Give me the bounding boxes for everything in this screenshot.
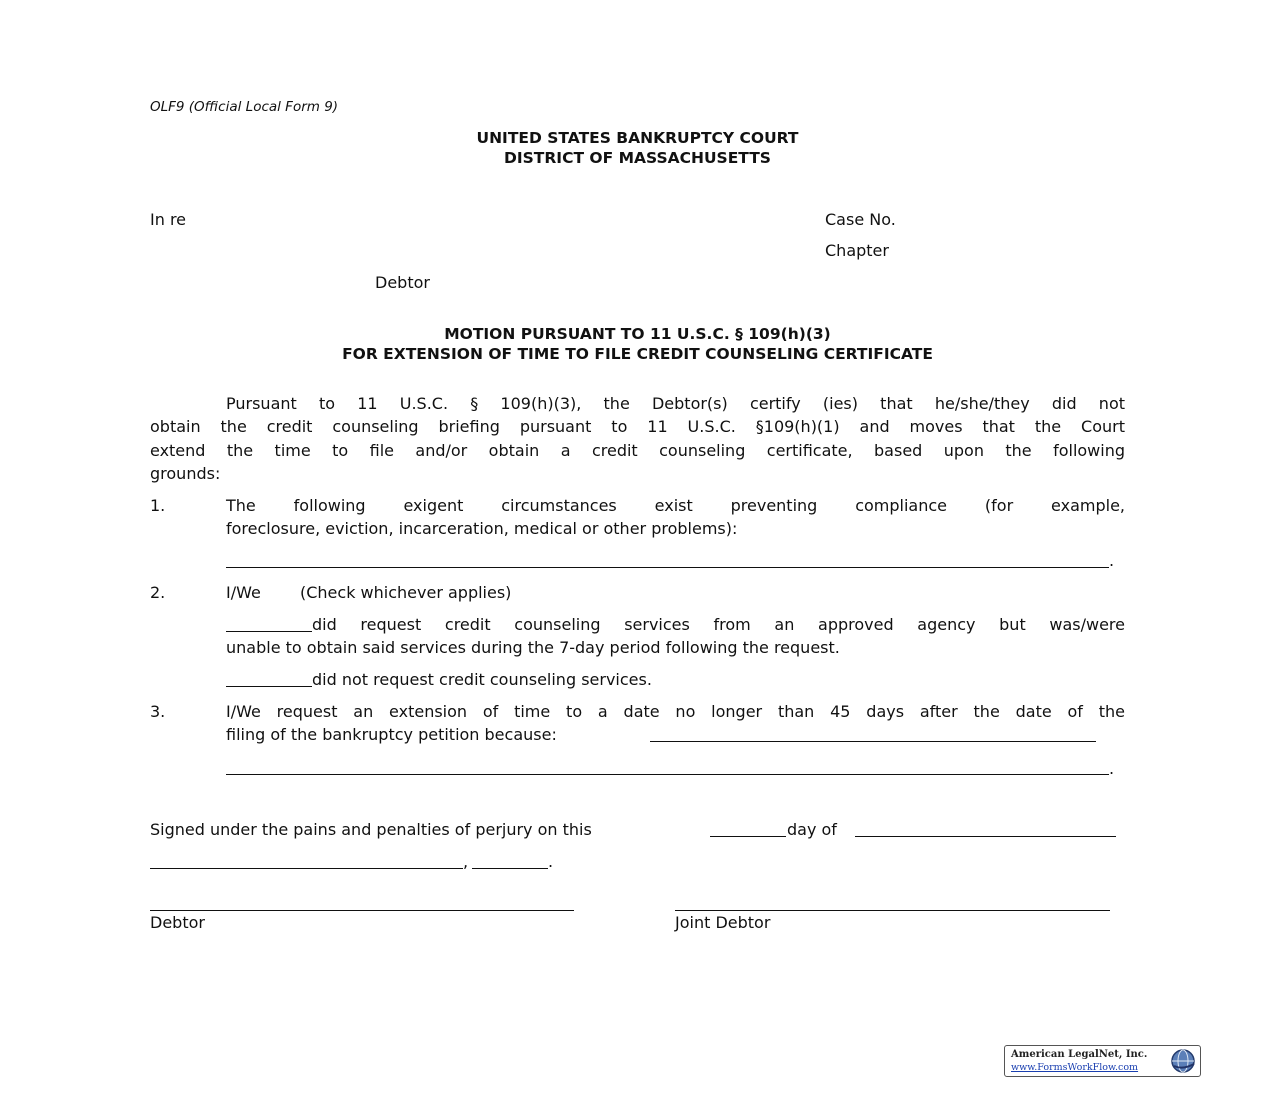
court-name: UNITED STATES BANKRUPTCY COURT <box>476 129 799 147</box>
chapter-label: Chapter <box>825 241 889 260</box>
debtor-signature-label: Debtor <box>150 913 205 932</box>
item-3-line: filing of the bankruptcy petition because: <box>226 725 557 745</box>
intro-line: obtain the credit counseling briefing pursuant to 11 U.S.C. §109(h)(1) and moves that the Court <box>150 417 1125 437</box>
motion-subtitle: FOR EXTENSION OF TIME TO FILE CREDIT COUNSELING CERTIFICATE <box>342 345 933 363</box>
item-2-option-2: did not request credit counseling services. <box>312 670 652 689</box>
intro-line: Pursuant to 11 U.S.C. § 109(h)(3), the Debtor(s) certify (ies) that he/she/they did not <box>226 394 1125 413</box>
in-re-label: In re <box>150 210 187 229</box>
form-identifier: OLF9 (Official Local Form 9) <box>150 99 339 115</box>
option-2-checkbox-line[interactable] <box>226 686 312 687</box>
item-1-number: 1. <box>150 496 166 515</box>
year-field[interactable] <box>472 868 548 869</box>
case-no-label: Case No. <box>825 210 896 229</box>
item-2-number: 2. <box>150 583 166 602</box>
month-field-continued[interactable] <box>150 868 463 869</box>
item-1-line: foreclosure, eviction, incarceration, medical or other problems): <box>226 519 738 539</box>
item-3-text <box>226 700 1125 747</box>
court-district: DISTRICT OF MASSACHUSETTS <box>504 149 771 167</box>
day-of-label: day of <box>787 820 837 839</box>
item-3-reason-field-2[interactable] <box>226 774 1109 775</box>
item-2-option-1 <box>226 613 1125 660</box>
item-3-line: I/We request an extension of time to a date no longer than 45 days after the date of the <box>226 702 1125 721</box>
logo-company-name: American LegalNet, Inc. <box>1011 1049 1148 1060</box>
intro-paragraph <box>150 392 1125 485</box>
item-1-text <box>226 494 1125 541</box>
item-1-period: . <box>1109 551 1115 570</box>
signed-statement: Signed under the pains and penalties of perjury on this <box>150 820 592 839</box>
joint-debtor-signature-line[interactable] <box>675 910 1110 911</box>
option-1-line: unable to obtain said services during the 7-day period following the request. <box>226 638 840 658</box>
item-3-number: 3. <box>150 702 166 721</box>
date-period: . <box>548 852 554 871</box>
motion-title: MOTION PURSUANT TO 11 U.S.C. § 109(h)(3) <box>444 325 831 343</box>
intro-line: grounds: <box>150 463 221 483</box>
debtor-signature-line[interactable] <box>150 910 574 911</box>
option-1-line: did request credit counseling services from an approved agency but was/were <box>312 615 1125 634</box>
item-1-answer-field[interactable] <box>226 567 1109 568</box>
date-comma: , <box>463 852 469 871</box>
debtor-caption-label: Debtor <box>375 273 430 292</box>
american-legalnet-logo <box>1004 1045 1201 1077</box>
day-field[interactable] <box>710 836 786 837</box>
intro-line: extend the time to file and/or obtain a credit counseling certificate, based upon the following <box>150 440 1125 460</box>
month-field[interactable] <box>855 836 1116 837</box>
item-2-lead: I/We <box>226 583 261 602</box>
item-2-instruction: (Check whichever applies) <box>300 583 512 602</box>
joint-debtor-signature-label: Joint Debtor <box>675 913 771 932</box>
logo-website-link[interactable]: www.FormsWorkFlow.com <box>1011 1062 1139 1073</box>
item-3-period: . <box>1109 759 1115 778</box>
item-1-line: The following exigent circumstances exist preventing compliance (for example, <box>226 496 1125 515</box>
globe-icon <box>1170 1048 1196 1074</box>
item-3-reason-field[interactable] <box>650 741 1096 742</box>
